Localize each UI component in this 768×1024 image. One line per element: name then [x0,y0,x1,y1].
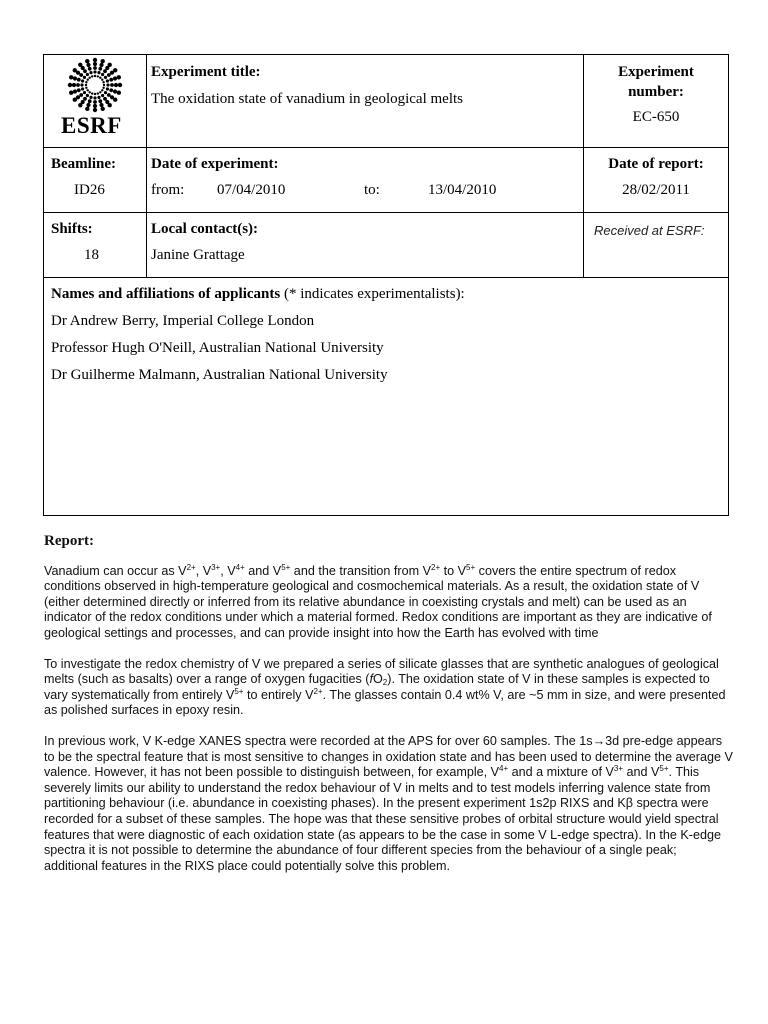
beamline-value: ID26 [74,182,105,198]
experiment-title-label: Experiment title: [151,64,261,80]
esrf-logo-rays-icon [44,55,146,115]
local-contact-label: Local contact(s): [151,221,259,237]
report-section [44,534,734,889]
from-date: 07/04/2010 [217,182,286,198]
report-paragraph-3: In previous work, V K-edge XANES spectra were recorded at the APS for over 60 samples. The 1s→3d pre-edge appears to be the spectral feature that is most sensitive to changes in oxidation state and has been used to determine the average V valence. However, it has not been possible to distinguish between, for example, $V^{4+}$ and a mixture of $V^{3+}$ and $V^{5+}$. This severely limits our ability to understand the redox behaviour of V in melts and to test models inferring valence state from partitioning behaviour (i.e. abundance in coexisting phases). In the present experiment 1s2p RIXS and Kβ spectra were recorded for a subset of these samples. The hope was that these sensitive probes of orbital structure would yield spectral features that were diagnostic of each oxidation state (as appears to be the case in some V L-edge spectra). In the K-edge spectra it is not possible to determine the abundance of four different species from the behaviour of a single peak; additional features in the RIXS place could potentially solve this problem. [44,733,733,873]
beamline-label: Beamline: [51,156,116,172]
experiment-number-label: Experiment [618,64,694,80]
date-of-report-value: 28/02/2011 [622,182,690,198]
report-paragraph-1: Vanadium can occur as $V^{2+}$, $V^{3+}$, $V^{4+}$ and $V^{5+}$ and the transition from $V^{2+}$ to $V^{5+}$ covers the entire spectrum of redox conditions observed in high-temperature geological and cosmochemical materials. As a result, the oxidation state of V (either determined directly or inferred from its relative abundance in coexisting crystals and melt) can be used as an indicator of the redox conditions under which a material formed. Redox conditions are important as they are indicative of geological settings and processes, and can provide insight into how the Earth has evolved with time [44,562,712,640]
date-of-report-label: Date of report: [608,156,704,172]
experiment-number-label-2: number: [628,84,684,100]
form-divider [146,55,147,277]
received-at-esrf-label: Received at ESRF: [594,223,705,238]
report-heading: Report: [44,533,94,549]
form-divider [44,277,728,278]
shifts-label: Shifts: [51,221,93,237]
applicant-item: Dr Andrew Berry, Imperial College London [51,313,315,329]
to-date: 13/04/2010 [428,182,497,198]
experiment-form [43,54,729,516]
experiment-number-value: EC-650 [632,109,680,125]
esrf-logo-text: ESRF [61,113,122,138]
applicant-item: Professor Hugh O'Neill, Australian National University [51,340,384,356]
date-of-experiment-label: Date of experiment: [151,156,279,172]
applicants-label: Names and affiliations of applicants (* indicates experimentalists): [51,286,465,302]
report-paragraph-2: To investigate the redox chemistry of V we prepared a series of silicate glasses that are synthetic analogues of geological melts (such as basalts) over a range of oxygen fugacities $(fO_2)$. The oxidation state of V in these samples is expected to vary systematically from entirely $V^{5+}$ to entirely $V^{2+}$. The glasses contain 0.4 wt% V, are ~5 mm in size, and were presented as polished surfaces in epoxy resin. [44,656,726,718]
experiment-title-value: The oxidation state of vanadium in geological melts [151,91,464,107]
from-label: from: [151,182,185,198]
applicant-item: Dr Guilherme Malmann, Australian National University [51,367,388,383]
local-contact-value: Janine Grattage [151,247,245,263]
to-label: to: [364,182,380,198]
shifts-value: 18 [84,247,99,263]
esrf-logo [44,55,146,147]
